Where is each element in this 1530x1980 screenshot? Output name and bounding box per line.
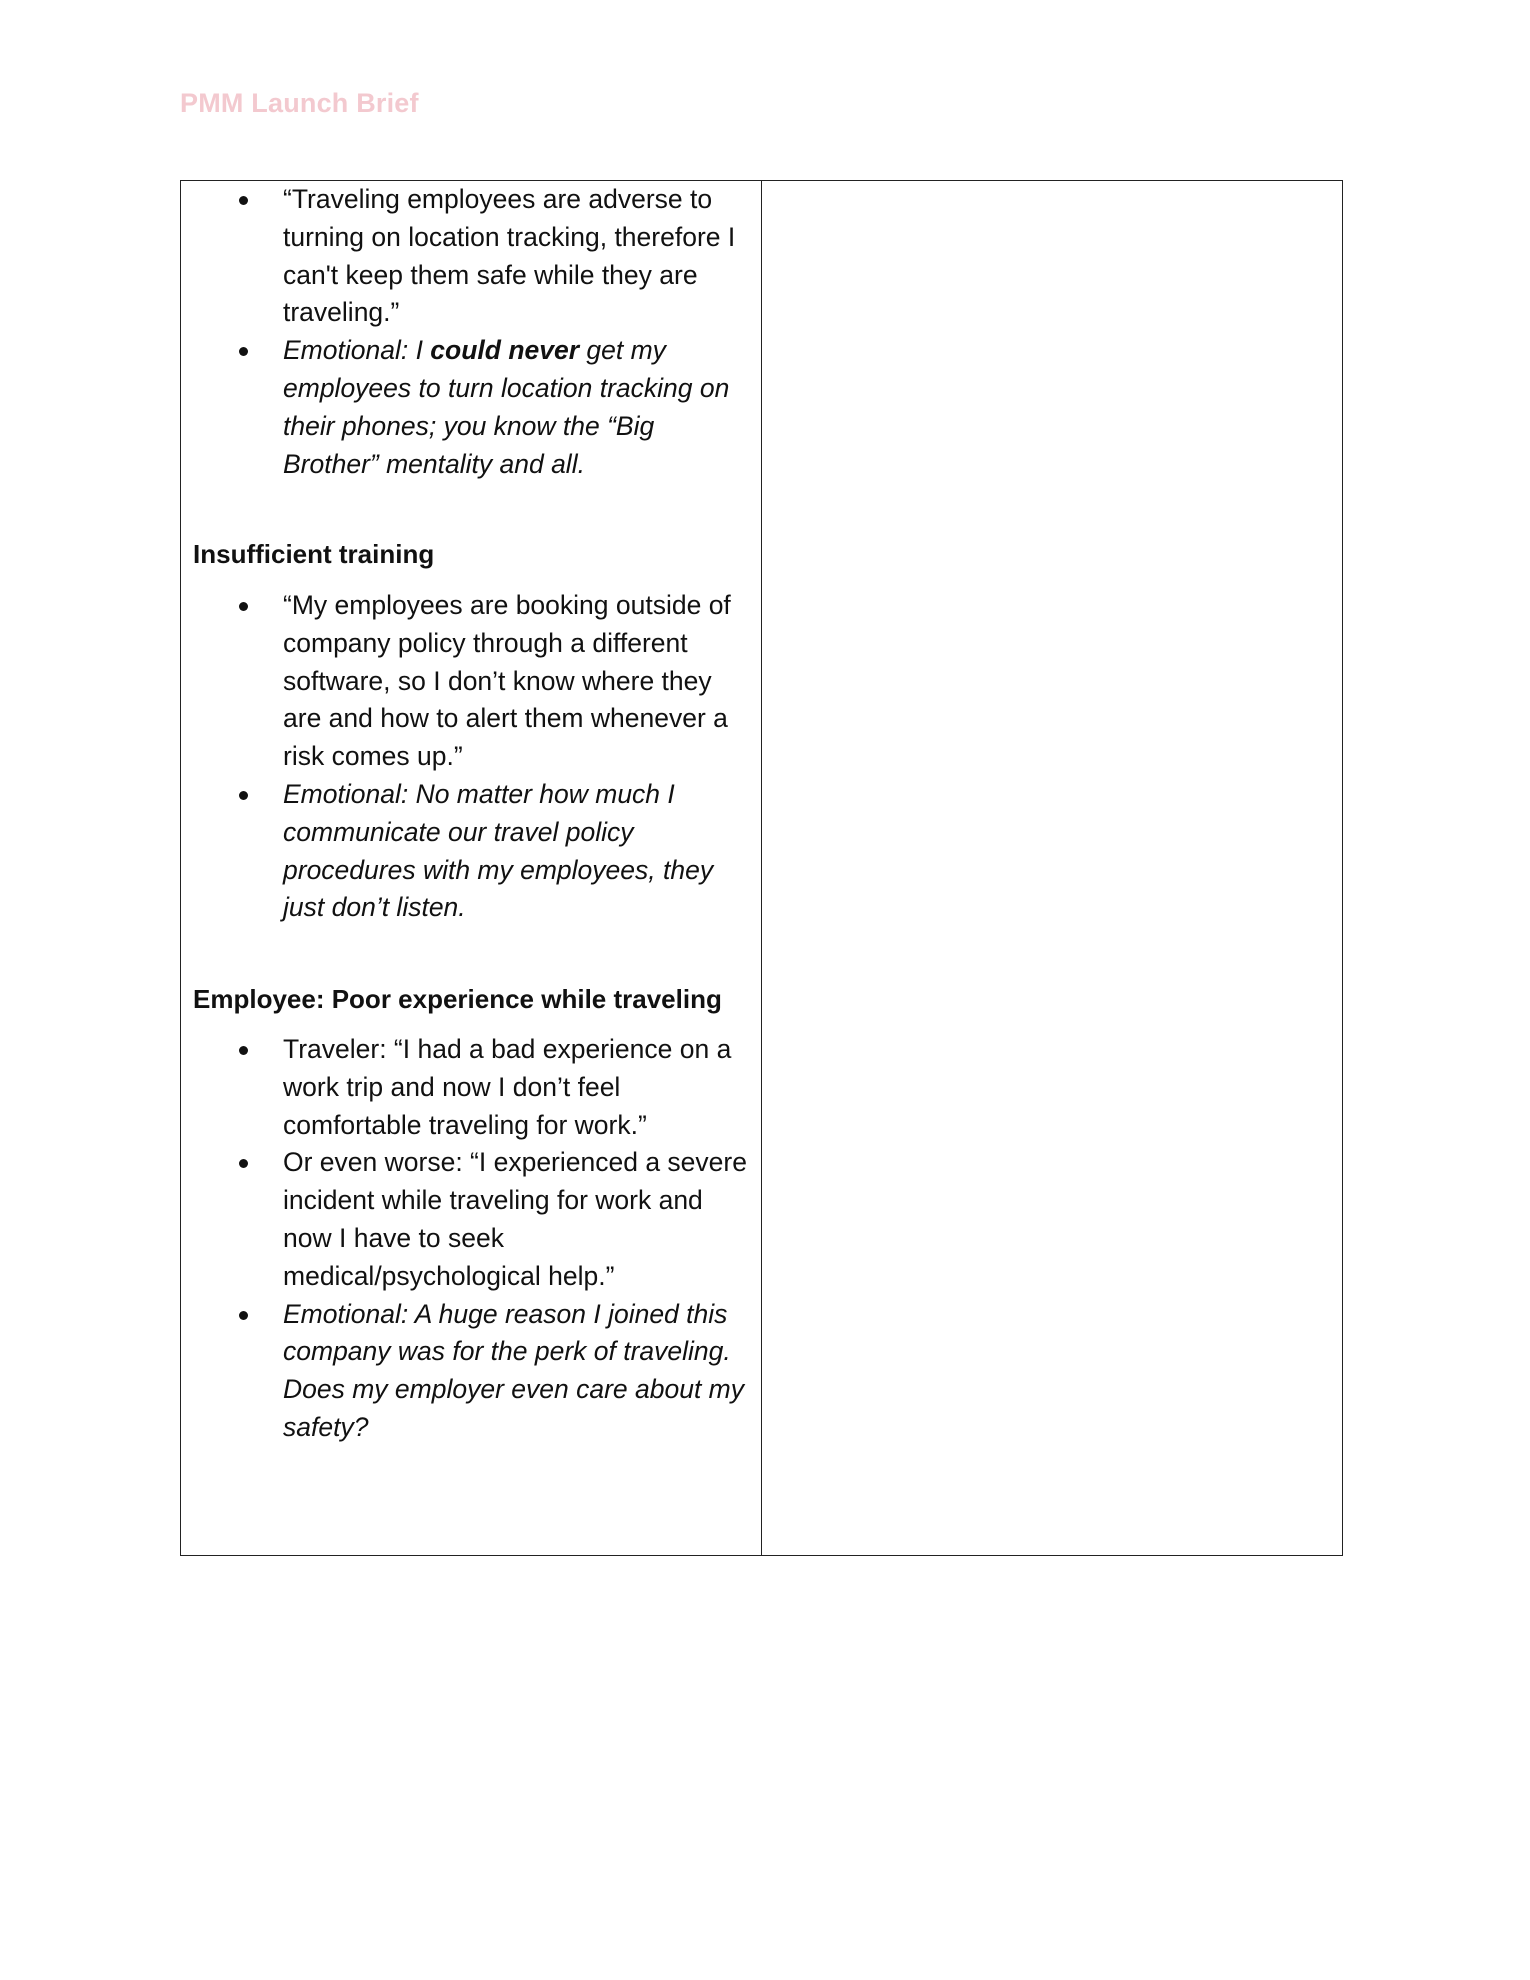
section-heading-employee-experience: Employee: Poor experience while traveling — [193, 984, 722, 1014]
section-insufficient-training — [181, 587, 761, 927]
bullet-list — [181, 587, 761, 927]
bullet-list — [181, 181, 761, 483]
list-item: Or even worse: “I experienced a severe incident while traveling for work and now I have to seek medical/psychological help.” — [181, 1144, 761, 1295]
bullet-icon — [239, 1159, 248, 1168]
section-heading-insufficient-training: Insufficient training — [193, 539, 435, 569]
bullet-icon — [239, 1046, 248, 1055]
list-item: Emotional: A huge reason I joined this company was for the perk of traveling. Does my employer even care about my safety? — [181, 1296, 761, 1447]
bullet-icon — [239, 347, 248, 356]
bullet-icon — [239, 1311, 248, 1320]
section-employee-experience — [181, 1031, 761, 1447]
bullet-list — [181, 1031, 761, 1447]
bullet-icon — [239, 791, 248, 800]
document-header-title: PMM Launch Brief — [180, 88, 419, 118]
bullet-icon — [239, 602, 248, 611]
list-item: “Traveling employees are adverse to turning on location tracking, therefore I can't keep them safe while they are traveling.” — [181, 181, 761, 332]
section-location-tracking — [181, 181, 761, 483]
list-item: Traveler: “I had a bad experience on a work trip and now I don’t feel comfortable traveling for work.” — [181, 1031, 761, 1144]
bullet-icon — [239, 196, 248, 205]
emphasis-text: could never — [430, 335, 580, 366]
list-item: “My employees are booking outside of company policy through a different software, so I don’t know where they are and how to alert them whenever a risk comes up.” — [181, 587, 761, 776]
content-table — [180, 180, 1343, 1556]
table-left-column — [181, 181, 762, 1555]
list-item: Emotional: No matter how much I communicate our travel policy procedures with my employees, they just don’t listen. — [181, 776, 761, 927]
list-item: Emotional: I could never get my employees to turn location tracking on their phones; you know the “Big Brother” mentality and all. — [181, 332, 761, 483]
table-right-column — [762, 181, 1342, 1555]
